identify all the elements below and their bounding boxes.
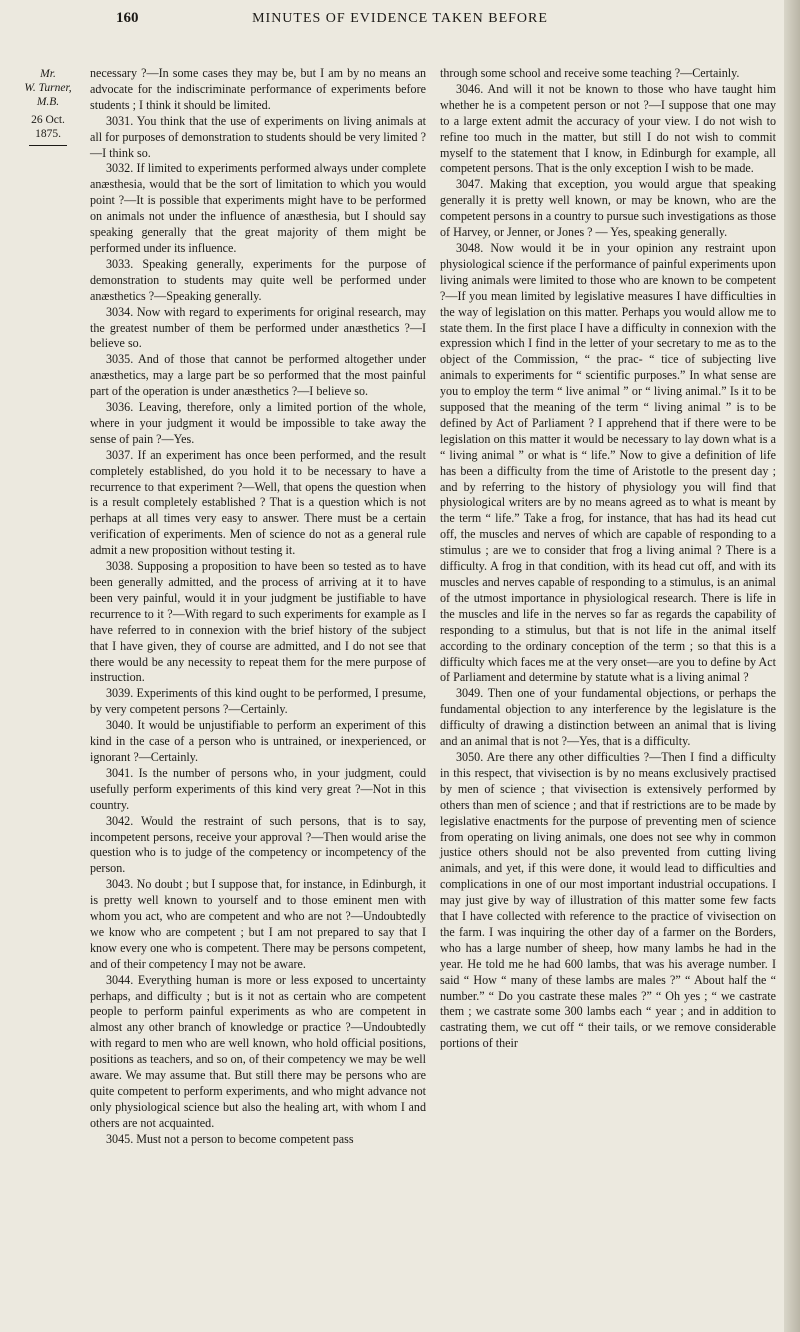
paragraph: 3032. If limited to experiments performed always under complete anæsthesia, would that be the sort of limitation to which you would point ?—It is possible that experiments might have to be performed on animals not under the influence of anæsthesia, but I should say speaking generally that the great majority of them might be performed under its influence. bbox=[90, 161, 426, 255]
witness-name: W. Turner, bbox=[24, 82, 72, 94]
paragraph: 3043. No doubt ; but I suppose that, for instance, in Edinburgh, it is pretty well known to yourself and to those eminent men with whom you act, who are competent and who are not ?—Undoubtedly we know who are competent ; but I am not prepared to say that I know every one who is competent. There may be persons competent, and of their competency I may not be aware. bbox=[90, 877, 426, 971]
witness-title: Mr. bbox=[40, 68, 56, 80]
paragraph: 3033. Speaking generally, experiments for the purpose of demonstration to students may quite well be performed under anæsthetics ?—Speaking generally. bbox=[90, 256, 426, 303]
margin-note bbox=[18, 67, 78, 146]
right-column bbox=[440, 66, 776, 1052]
left-column bbox=[90, 66, 426, 1148]
paragraph: 3039. Experiments of this kind ought to be performed, I presume, by very competent persons ?—Certainly. bbox=[90, 686, 426, 717]
paragraph: 3044. Everything human is more or less exposed to uncertainty perhaps, and difficulty ; but is it not as certain who are competent people to perform painful experiments as who are competent in almost any other branch of knowledge or practice ?—Undoubtedly with regard to men who are well known, who hold official positions, positions as teachers, and so on, of their competency we may be well aware. We may assume that. But still there may be persons who are quite competent to perform experiments, and who might advance not only physiological science but also the healing art, with whom I and others are not acquainted. bbox=[90, 972, 426, 1130]
paragraph: 3048. Now would it be in your opinion any restraint upon physiological science if the performance of painful experiments upon living animals were limited to those who are known to be competent ?—If you mean limited by legislative measures I have difficulties in the way of legislation on this matter. Perhaps you would allow me to state them. In the first place I have a difficulty in connexion with the expression which I find in the letter of your secretary to me as to the object of the Commission, “ the prac- “ tice of subjecting live animals to experiments for “ scientific purposes.” In what sense are you to employ the term “ live animal ” or “ living animal.” Is it to be supposed that the meaning of the term “ living animal ” is to be defined by Act of Parliament ? I apprehend that if there were to be legislation on this matter it would be necessary to lay down what is a “ living animal ” or what is “ life.” Now to give a definition of life has been a difficulty from the time of Aristotle to the present day ; and by referring to the history of physiology you will find that physiological writers are by no means agreed as to what is meant by the term “ life.” Take a frog, for instance, that has had its head cut off, the muscles and nerves of which are capable of responding to a stimulus ; are we to consider that frog a living animal ? There is a difficulty. A frog in that condition, with its head cut off, and with its muscles and nerves capable of responding to a stimulus, is an animal of the utmost importance in physiological research. There is life in the muscles and life in the nerves so far as regards the capability of responding to a stimulus, but that is not life in the animal itself according to the ordinary conception of the term ; so that this is a difficulty which faces me at the very onset—are you to define by Act of Parliament and determine by statute what is a living animal ? bbox=[440, 240, 776, 685]
paragraph: 3034. Now with regard to experiments for original research, may the greatest number of them be performed under anæsthetics ?—I believe so. bbox=[90, 304, 426, 351]
paragraph: 3041. Is the number of persons who, in your judgment, could usefully perform experiments of this kind very great ?—Not in this country. bbox=[90, 765, 426, 812]
paragraph: 3036. Leaving, therefore, only a limited portion of the whole, where in your judgment it would be impossible to take away the sense of pain ?—Yes. bbox=[90, 400, 426, 446]
paragraph: 3031. You think that the use of experiments on living animals at all for purposes of demonstration to students should be very limited ?—I think so. bbox=[90, 113, 426, 160]
running-head: MINUTES OF EVIDENCE TAKEN BEFORE bbox=[252, 11, 548, 26]
paragraph: 3042. Would the restraint of such persons, that is to say, incompetent persons, receive your approval ?—Then would arise the question who is to judge of the competency or incompetency of the person. bbox=[90, 813, 426, 876]
paragraph: 3037. If an experiment has once been performed, and the result completely established, do you hold it to be necessary to have a recurrence to that experiment ?—Well, that opens the question when is a result completely established ? That is a question which is not perhaps at all times very easy to answer. There must be a certain verification of experiments. Men of science do not as a general rule admit a new proposition without testing it. bbox=[90, 447, 426, 558]
paragraph: 3035. And of those that cannot be performed altogether under anæsthetics, may a large part be so performed that the most painful part of the operation is under anæsthetics ?—I believe so. bbox=[90, 352, 426, 399]
paragraph: 3047. Making that exception, you would argue that speaking generally it is pretty well known, or may be known, who are the competent persons in a country to pursue such investigations as those of Harvey, or Jenner, or Jones ? — Yes, speaking generally. bbox=[440, 177, 776, 240]
hearing-date: 26 Oct. 1875. bbox=[31, 114, 65, 140]
paragraph: 3046. And will it not be known to those who have taught him whether he is a competent person or not ?—I suppose that one may to a large extent admit the accuracy of your view. I do not wish to refine too much in the matter, but still I do not wish to commit myself to the statement that I know, in Edinburgh for example, all competent persons. That is the only exception I wish to be made. bbox=[440, 81, 776, 176]
paragraph: necessary ?—In some cases they may be, but I am by no means an advocate for the indiscriminate performance of experiments before students ; I think it should be limited. bbox=[90, 66, 426, 112]
page-number: 160 bbox=[116, 10, 139, 26]
witness-degree: M.B. bbox=[36, 96, 60, 108]
page-header bbox=[0, 10, 800, 36]
paragraph: 3038. Supposing a proposition to have been so tested as to have been generally admitted, and the process of arriving at it to have been very painful, would it in your judgment be justifiable to have recurrence to it ?—With regard to such experiments for example as I have referred to in connexion with the brief history of the subject that I have given, they of course are admitted, and I do not see that there would be any necessity to repeat them for the mere purpose of instruction. bbox=[90, 559, 426, 685]
paragraph: 3050. Are there any other difficulties ?—Then I find a difficulty in this respect, that vivisection is by no means exclusively practised by men of science ; that vivisection is extensively performed by others than men of science ; and that if restrictions are to be made by legislative enactments for the purpose of preventing men of science from operating on living animals, one does not see why in common justice others should not be also prevented from cutting living animals, and yet, if this were done, it would lead to difficulties and complications in one of our most important industrial occupations. I may just give by way of illustration of this matter some few facts that I have collected with reference to the practice of vivisection on the farm. I was inquiring the other day of a farmer on the Borders, who has a large number of sheep, how many lambs he had in the year. He told me he had 600 lambs, that was his average number. I said “ How “ many of these lambs are males ?” “ About half the “ number.” “ Do you castrate these males ?” “ Oh yes ; “ we castrate them ; we castrate some 300 lambs each “ year ; and in addition to castrating them, we cut off “ their tails, or we remove considerable portions of their bbox=[440, 749, 776, 1051]
margin-rule bbox=[29, 145, 67, 146]
paragraph: through some school and receive some teaching ?—Certainly. bbox=[440, 66, 740, 80]
paragraph: 3045. Must not a person to become competent pass bbox=[106, 1131, 354, 1146]
page-edge-shadow bbox=[784, 0, 800, 1332]
paragraph: 3049. Then one of your fundamental objections, or perhaps the fundamental objection to any interference by the legislature is the difficulty of drawing a distinction between an animal that is living and an animal that is not ?—Yes, that is a difficulty. bbox=[440, 686, 776, 749]
paragraph: 3040. It would be unjustifiable to perform an experiment of this kind in the case of a person who is untrained, or inexperienced, or ignorant ?—Certainly. bbox=[90, 718, 426, 764]
